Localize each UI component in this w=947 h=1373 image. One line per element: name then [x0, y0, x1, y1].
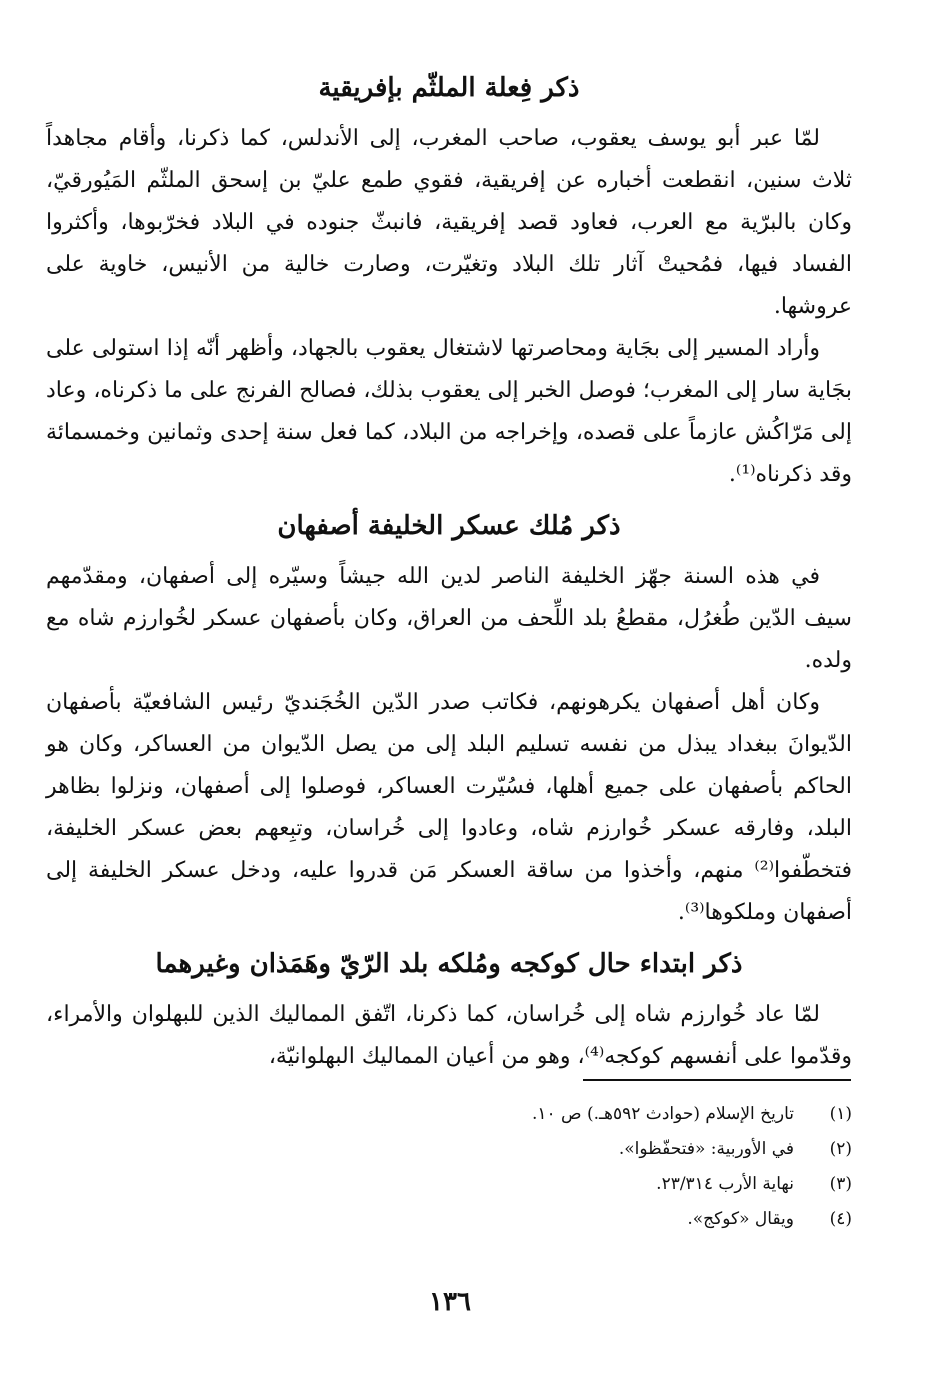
footnotes [46, 1097, 852, 1237]
footnote [46, 1167, 852, 1202]
main-text [46, 58, 852, 1078]
footnote-separator [583, 1079, 851, 1081]
footnote-text: ويقال «كوكج». [687, 1209, 794, 1229]
page-number: ١٣٦ [429, 1287, 471, 1317]
footnote-text: تاريخ الإسلام (حوادث ٥٩٢هـ.) ص ١٠. [531, 1104, 794, 1124]
paragraph: وأراد المسير إلى بجَاية ومحاصرتها لاشتغال يعقوب بالجهاد، وأظهر أنّه إذا استولى على بجَاية سار إلى المغرب؛ فوصل الخبر إلى يعقوب بذلك، فصالح الفرنج على ما ذكرناه، وعاد إلى مَرّاكُش عازماً على قصده، وإخراجه من البلاد، كما فعل سنة إحدى وثمانين وخمسمائة وقد ذكرناه⁽¹⁾. [46, 336, 852, 487]
footnote-number: (٤) [829, 1209, 852, 1229]
paragraph: وكان أهل أصفهان يكرهونهم، فكاتب صدر الدّين الخُجَنديّ رئيس الشافعيّة بأصفهان الدّيوانَ ببغداد يبذل من نفسه تسليم البلد إلى من يصل الدّيوان من العساكر، وكان هو الحاكم بأصفهان على جميع أهلها، فسُيّرت العساكر، فوصلوا إلى أصفهان، ونزلوا بظاهر البلد، وفارقه عسكر خُوارزم شاه، وعادوا إلى خُراسان، وتبِعهم بعض عسكر الخليفة، فتخطّفوا⁽²⁾ منهم، وأخذوا من ساقة العسكر مَن قدروا عليه، ودخل عسكر الخليفة إلى أصفهان وملكوها⁽³⁾. [46, 690, 852, 925]
paragraph: لمّا عبر أبو يوسف يعقوب، صاحب المغرب، إلى الأندلس، كما ذكرنا، وأقام مجاهداً ثلاث سنين، انقطعت أخباره عن إفريقية، فقوي طمع عليّ بن إسحق الملثّم المَيُورقيّ، وكان بالبرّية مع العرب، فعاود قصد إفريقية، فانبثّ جنوده في البلاد فخرّبوها، وأكثروا الفساد فيها، فمُحيتْ آثار تلك البلاد وتغيّرت، وصارت خالية من الأنيس، خاوية على عروشها. [46, 126, 852, 319]
footnote [46, 1097, 852, 1132]
paragraph: لمّا عاد خُوارزم شاه إلى خُراسان، كما ذكرنا، اتّفق المماليك الذين للبهلوان والأمراء، وقدّموا على أنفسهم كوكجه⁽⁴⁾، وهو من أعيان المماليك البهلوانيّة، [46, 1002, 852, 1069]
footnote [46, 1202, 852, 1237]
footnote-number: (١) [829, 1104, 852, 1124]
footnote-number: (٣) [829, 1174, 852, 1194]
section-heading-mulaththam: ذكر فِعلة الملثّم بإفريقية [318, 73, 580, 103]
footnote-text: نهاية الأرب ٢٣/٣١٤. [656, 1174, 794, 1194]
section-heading-kokja: ذكر ابتداء حال كوكجه ومُلكه بلد الرّيّ وهَمَذان وغيرهما [155, 949, 743, 979]
footnote [46, 1132, 852, 1167]
footnote-text: في الأوربية: «فتحفّظوا». [618, 1139, 794, 1159]
footnote-number: (٢) [829, 1139, 852, 1159]
paragraph: في هذه السنة جهّز الخليفة الناصر لدين الله جيشاً وسيّره إلى أصفهان، ومقدّمهم سيف الدّين طُغرُل، مقطعُ بلد اللِّحف من العراق، وكان بأصفهان عسكر لخُوارزم شاه مع ولده. [46, 564, 852, 673]
section-heading-isfahan: ذكر مُلك عسكر الخليفة أصفهان [277, 511, 621, 541]
